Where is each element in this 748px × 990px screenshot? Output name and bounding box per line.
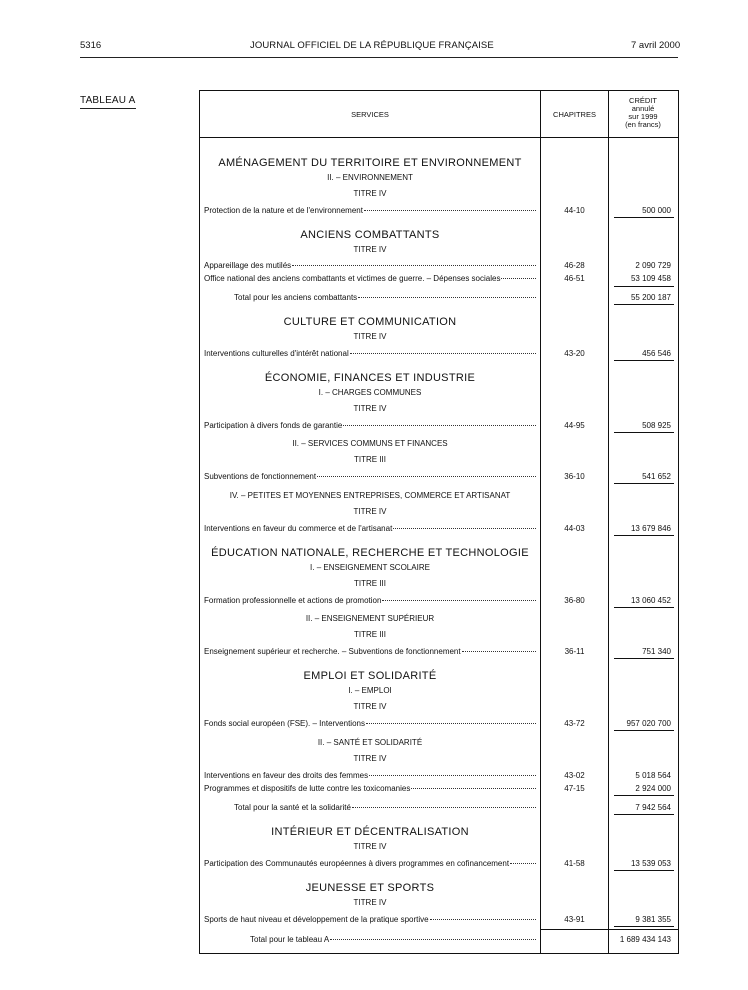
credit-header-line-2: annulé — [631, 104, 655, 113]
section-heading: AMÉNAGEMENT DU TERRITOIRE ET ENVIRONNEMENT — [218, 157, 522, 169]
line-item-label: Sports de haut niveau et développement de la pratique sportive — [204, 915, 429, 924]
dot-leader — [366, 722, 536, 724]
line-item-label: Participation à divers fonds de garantie — [204, 421, 343, 430]
dot-leader — [330, 938, 536, 940]
amount-rule — [614, 795, 674, 796]
credit-amount: 508 925 — [642, 421, 671, 430]
dot-leader — [292, 264, 536, 266]
subsection-heading: TITRE IV — [353, 842, 387, 851]
total-amount: 55 200 187 — [630, 293, 671, 302]
dot-leader — [364, 209, 536, 211]
table-label: TABLEAU A — [80, 95, 136, 106]
line-item — [204, 771, 536, 780]
header-divider — [200, 137, 678, 138]
credit-amount: 957 020 700 — [626, 719, 671, 728]
subsection-heading: I. – EMPLOI — [348, 686, 392, 695]
credits-table — [199, 90, 679, 954]
line-item-label: Protection de la nature et de l'environnement — [204, 206, 363, 215]
section-heading: JEUNESSE ET SPORTS — [305, 882, 435, 894]
line-item-label: Office national des anciens combattants et victimes de guerre. – Dépenses sociales — [204, 274, 501, 283]
column-divider-credit — [608, 91, 609, 953]
amount-rule — [614, 658, 674, 659]
subsection-heading: TITRE IV — [353, 189, 387, 198]
dot-leader — [352, 806, 536, 808]
subsection-heading: II. – ENSEIGNEMENT SUPÉRIEUR — [305, 614, 435, 623]
chapter-number: 36-11 — [564, 647, 585, 656]
line-item — [204, 261, 536, 270]
line-item — [204, 859, 536, 868]
chapter-number: 44-95 — [564, 421, 585, 430]
amount-rule — [614, 535, 674, 536]
dot-leader — [343, 424, 536, 426]
line-item-label: Subventions de fonctionnement — [204, 472, 317, 481]
subsection-heading: IV. – PETITES ET MOYENNES ENTREPRISES, COMMERCE ET ARTISANAT — [229, 491, 511, 500]
amount-rule — [614, 432, 674, 433]
line-item-label: Interventions culturelles d'intérêt national — [204, 349, 349, 358]
column-header-chapitres: CHAPITRES — [553, 110, 596, 119]
section-heading: CULTURE ET COMMUNICATION — [283, 316, 457, 328]
line-item-label: Appareillage des mutilés — [204, 261, 292, 270]
line-item — [204, 524, 536, 533]
line-item-label: Interventions en faveur des droits des femmes — [204, 771, 369, 780]
dot-leader — [501, 277, 536, 279]
dot-leader — [382, 599, 536, 601]
dot-leader — [430, 918, 536, 920]
subsection-heading: TITRE IV — [353, 754, 387, 763]
section-heading: ÉCONOMIE, FINANCES ET INDUSTRIE — [264, 372, 476, 384]
chapter-number: 47-15 — [564, 784, 585, 793]
dot-leader — [393, 527, 536, 529]
amount-rule — [614, 360, 674, 361]
dot-leader — [350, 352, 536, 354]
credit-amount: 9 381 355 — [635, 915, 671, 924]
total-label: Total pour la santé et la solidarité — [234, 803, 351, 812]
dot-leader — [317, 475, 536, 477]
line-item-label: Interventions en faveur du commerce et de l'artisanat — [204, 524, 393, 533]
subsection-heading: TITRE IV — [353, 702, 387, 711]
line-item-label: Participation des Communautés européennes à divers programmes en cofinancement — [204, 859, 510, 868]
line-item — [204, 421, 536, 430]
subsection-heading: TITRE III — [354, 579, 386, 588]
chapter-number: 44-03 — [564, 524, 585, 533]
total-label: Total pour les anciens combattants — [234, 293, 358, 302]
subsection-heading: TITRE IV — [353, 898, 387, 907]
credit-amount: 13 539 053 — [630, 859, 671, 868]
total-amount: 1 689 434 143 — [619, 935, 671, 944]
subsection-heading: I. – CHARGES COMMUNES — [318, 388, 422, 397]
line-item — [204, 206, 536, 215]
subsection-heading: TITRE III — [354, 455, 386, 464]
subsection-heading: TITRE IV — [353, 507, 387, 516]
line-item — [204, 472, 536, 481]
dot-leader — [369, 774, 536, 776]
credit-amount: 2 090 729 — [635, 261, 671, 270]
credit-amount: 2 924 000 — [635, 784, 671, 793]
table-label-underline — [80, 108, 136, 109]
line-item — [204, 647, 536, 656]
subsection-heading: TITRE IV — [353, 404, 387, 413]
amount-rule — [614, 607, 674, 608]
chapter-number: 43-72 — [564, 719, 585, 728]
amount-rule — [614, 286, 674, 287]
column-header-credit — [609, 97, 677, 129]
header-rule — [80, 57, 678, 58]
column-divider-chapitres — [540, 91, 541, 953]
total-amount: 7 942 564 — [635, 803, 671, 812]
credit-amount: 13 679 846 — [630, 524, 671, 533]
chapter-number: 41-58 — [564, 859, 585, 868]
dot-leader — [411, 787, 536, 789]
chapter-number: 46-28 — [564, 261, 585, 270]
total-row — [250, 935, 536, 944]
chapter-number: 46-51 — [564, 274, 585, 283]
amount-rule — [614, 730, 674, 731]
chapter-number: 36-80 — [564, 596, 585, 605]
credit-amount: 541 652 — [642, 472, 671, 481]
section-heading: INTÉRIEUR ET DÉCENTRALISATION — [271, 826, 469, 838]
line-item — [204, 915, 536, 924]
subsection-heading: TITRE IV — [353, 245, 387, 254]
credit-amount: 13 060 452 — [630, 596, 671, 605]
total-label: Total pour le tableau A — [250, 935, 330, 944]
dot-leader — [462, 650, 536, 652]
amount-rule — [614, 217, 674, 218]
line-item-label: Formation professionnelle et actions de promotion — [204, 596, 382, 605]
amount-rule — [614, 926, 674, 927]
total-row — [234, 803, 536, 812]
subsection-heading: II. – SANTÉ ET SOLIDARITÉ — [317, 738, 423, 747]
credit-header-line-1: CRÉDIT — [629, 96, 657, 105]
credit-header-line-3: sur 1999 — [628, 112, 658, 121]
credit-amount: 751 340 — [642, 647, 671, 656]
chapter-number: 43-91 — [564, 915, 585, 924]
line-item-label: Enseignement supérieur et recherche. – Subventions de fonctionnement — [204, 647, 461, 656]
amount-rule — [614, 814, 674, 815]
line-item-label: Programmes et dispositifs de lutte contre les toxicomanies — [204, 784, 411, 793]
dot-leader — [510, 862, 536, 864]
section-heading: ANCIENS COMBATTANTS — [300, 229, 440, 241]
amount-rule — [614, 304, 674, 305]
credit-amount: 53 109 458 — [630, 274, 671, 283]
grand-total-divider — [541, 929, 678, 930]
issue-date: 7 avril 2000 — [631, 40, 681, 51]
chapter-number: 43-02 — [564, 771, 585, 780]
line-item — [204, 784, 536, 793]
credit-amount: 456 546 — [642, 349, 671, 358]
amount-rule — [614, 483, 674, 484]
line-item — [204, 596, 536, 605]
subsection-heading: TITRE III — [354, 630, 386, 639]
line-item — [204, 719, 536, 728]
column-header-services: SERVICES — [351, 110, 389, 119]
credit-amount: 500 000 — [642, 206, 671, 215]
journal-title: JOURNAL OFFICIEL DE LA RÉPUBLIQUE FRANÇAISE — [250, 40, 494, 51]
chapter-number: 36-10 — [564, 472, 585, 481]
total-row — [234, 293, 536, 302]
line-item-label: Fonds social européen (FSE). – Interventions — [204, 719, 365, 728]
amount-rule — [614, 870, 674, 871]
line-item — [204, 349, 536, 358]
subsection-heading: II. – ENVIRONNEMENT — [327, 173, 413, 182]
section-heading: ÉDUCATION NATIONALE, RECHERCHE ET TECHNOLOGIE — [211, 547, 529, 559]
dot-leader — [358, 296, 536, 298]
line-item — [204, 274, 536, 283]
page-number: 5316 — [80, 40, 102, 51]
credit-header-line-4: (en francs) — [625, 120, 661, 129]
chapter-number: 43-20 — [564, 349, 585, 358]
chapter-number: 44-10 — [564, 206, 585, 215]
subsection-heading: II. – SERVICES COMMUNS ET FINANCES — [292, 439, 448, 448]
section-heading: EMPLOI ET SOLIDARITÉ — [303, 670, 437, 682]
subsection-heading: TITRE IV — [353, 332, 387, 341]
subsection-heading: I. – ENSEIGNEMENT SCOLAIRE — [310, 563, 430, 572]
credit-amount: 5 018 564 — [635, 771, 671, 780]
